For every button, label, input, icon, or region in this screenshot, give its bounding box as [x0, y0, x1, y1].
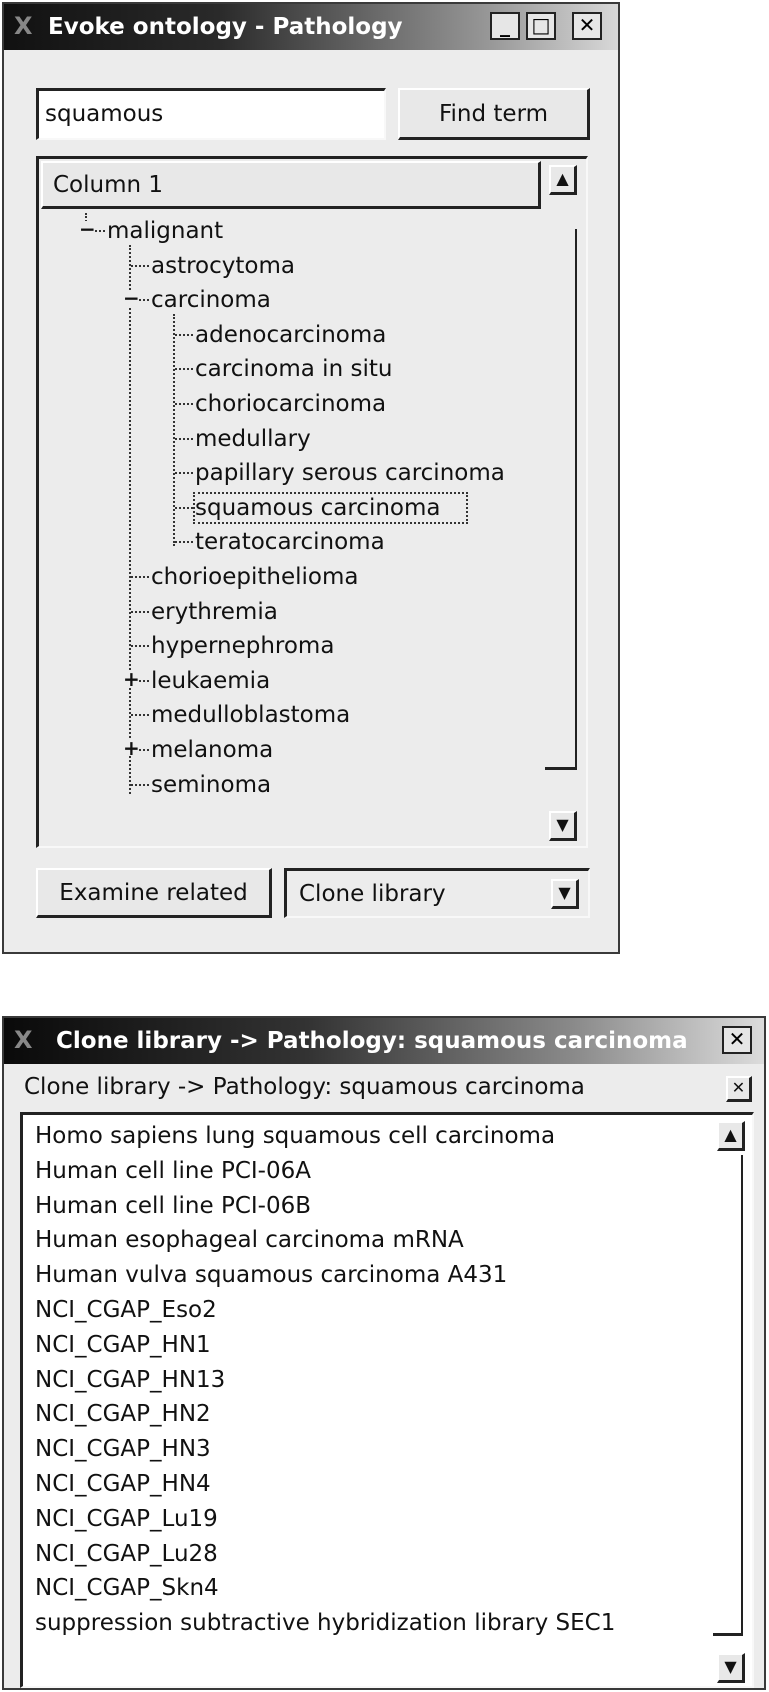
chevron-down-icon[interactable]: ▼ [551, 879, 579, 909]
list-item[interactable]: Human esophageal carcinoma mRNA [35, 1227, 464, 1254]
close-button[interactable]: ✕ [722, 1026, 752, 1054]
tree-node[interactable]: chorioepithelioma [151, 564, 359, 590]
tree-node[interactable]: medulloblastoma [151, 702, 351, 729]
tree-node[interactable]: carcinoma [151, 287, 271, 314]
find-term-button[interactable]: Find term [398, 88, 590, 140]
tree-connector [175, 438, 193, 440]
tree-node[interactable]: hypernephroma [151, 633, 335, 660]
results-items [23, 1115, 703, 1691]
tree-node[interactable]: teratocarcinoma [195, 529, 385, 556]
results-list[interactable] [20, 1112, 754, 1688]
tree-node[interactable]: choriocarcinoma [195, 391, 387, 417]
list-item[interactable]: NCI_CGAP_Lu28 [35, 1540, 218, 1567]
scrollbar-track[interactable] [741, 1155, 743, 1635]
expand-icon[interactable]: + [123, 736, 140, 760]
tree-connector [131, 576, 149, 578]
search-input[interactable] [36, 88, 386, 140]
list-item[interactable]: NCI_CGAP_Skn4 [35, 1575, 219, 1602]
list-item[interactable]: NCI_CGAP_Eso2 [35, 1297, 217, 1323]
tree-connector [175, 541, 193, 543]
list-item[interactable]: Human cell line PCI-06A [35, 1157, 311, 1184]
result-subtitle: Clone library -> Pathology: squamous carcinoma [24, 1074, 585, 1100]
ontology-window-titlebar[interactable] [4, 4, 618, 50]
tree-connector [175, 334, 193, 336]
search-input-value: squamous [45, 101, 164, 127]
scroll-down-button[interactable]: ▼ [549, 811, 577, 841]
tree-connector [131, 714, 149, 716]
scrollbar-thumb[interactable] [545, 767, 577, 770]
tree-nodes [39, 159, 539, 849]
clone-library-titlebar[interactable] [4, 1018, 764, 1064]
scroll-down-button[interactable]: ▼ [717, 1653, 745, 1683]
dropdown-value: Clone library [299, 881, 446, 907]
window-title: Clone library -> Pathology: squamous carcinoma [56, 1028, 688, 1054]
maximize-button[interactable]: □ [526, 12, 556, 40]
tree-node[interactable]: erythremia [151, 598, 278, 625]
tree-node[interactable]: papillary serous carcinoma [195, 460, 505, 487]
scroll-up-button[interactable]: ▲ [717, 1121, 745, 1151]
expand-icon[interactable]: + [123, 666, 140, 691]
tree-node[interactable]: melanoma [151, 737, 274, 763]
collapse-icon[interactable]: − [79, 217, 96, 241]
tree-connector [175, 403, 193, 405]
minimize-button[interactable]: _ [490, 12, 520, 40]
tree-connector [131, 784, 149, 786]
list-item[interactable]: NCI_CGAP_HN3 [35, 1436, 211, 1463]
tree-node[interactable]: carcinoma in situ [195, 356, 393, 383]
list-item[interactable]: suppression subtractive hybridization library SEC1 [35, 1610, 616, 1637]
tree-connector [175, 472, 193, 474]
tree-node[interactable]: medullary [195, 425, 311, 452]
tree-node[interactable]: seminoma [151, 771, 272, 798]
tree-node[interactable]: astrocytoma [151, 252, 295, 279]
tree-view[interactable] [36, 156, 588, 848]
list-item[interactable]: Homo sapiens lung squamous cell carcinoma [35, 1123, 556, 1149]
list-item[interactable]: NCI_CGAP_Lu19 [35, 1505, 218, 1532]
collapse-icon[interactable]: − [123, 286, 140, 311]
list-item[interactable]: NCI_CGAP_HN4 [35, 1471, 211, 1497]
list-item[interactable]: Human cell line PCI-06B [35, 1192, 312, 1219]
tree-guide-line [173, 314, 175, 546]
list-item[interactable]: NCI_CGAP_HN2 [35, 1401, 211, 1428]
list-item[interactable]: Human vulva squamous carcinoma A431 [35, 1262, 508, 1289]
close-button[interactable]: ✕ [572, 12, 602, 40]
tree-node[interactable]: malignant [107, 218, 224, 244]
x-logo-icon: X [14, 1026, 33, 1054]
scrollbar-track[interactable] [575, 229, 577, 769]
list-item[interactable]: NCI_CGAP_HN1 [35, 1331, 211, 1358]
ontology-window [2, 2, 620, 954]
tree-node[interactable]: leukaemia [151, 667, 271, 694]
scrollbar-thumb[interactable] [713, 1633, 743, 1636]
list-item[interactable]: NCI_CGAP_HN13 [35, 1366, 226, 1393]
tree-connector [131, 611, 149, 613]
examine-related-button[interactable]: Examine related [36, 868, 272, 918]
tree-node-selected[interactable]: squamous carcinoma [195, 494, 466, 522]
tree-guide-line [129, 245, 131, 795]
close-icon[interactable]: ✕ [726, 1076, 752, 1102]
tree-connector [131, 265, 149, 267]
clone-library-window [2, 1016, 766, 1690]
related-type-dropdown[interactable] [284, 868, 590, 918]
scroll-up-button[interactable]: ▲ [549, 165, 577, 195]
x-logo-icon: X [14, 12, 33, 40]
column-header-label: Column 1 [53, 171, 164, 198]
tree-connector [131, 645, 149, 647]
tree-connector [175, 507, 193, 509]
tree-connector [175, 368, 193, 370]
window-title: Evoke ontology - Pathology [48, 14, 403, 40]
tree-node[interactable]: adenocarcinoma [195, 321, 387, 348]
